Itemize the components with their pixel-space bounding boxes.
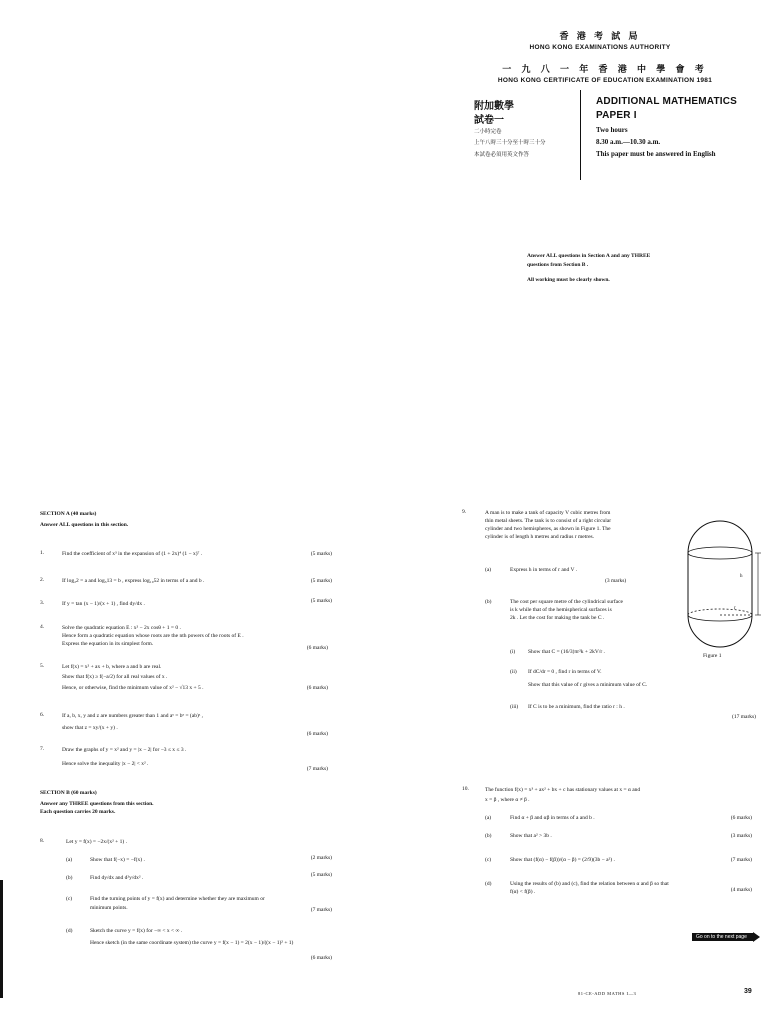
- time-chinese: 上午八時三十分至十時三十分: [474, 140, 546, 146]
- question-text: Hence, or otherwise, find the minimum value of x² − √13 x + 5 .: [62, 685, 204, 691]
- question-stem: x = β , where α ≠ β .: [485, 797, 530, 803]
- question-number: 3.: [40, 600, 45, 606]
- section-a-title: SECTION A (40 marks): [40, 511, 97, 517]
- part-label: (b): [66, 875, 73, 881]
- authority-name-chinese: 香 港 考 試 局: [559, 31, 641, 41]
- part-text: minimum points.: [90, 905, 128, 911]
- question-number: 4.: [40, 624, 45, 630]
- question-number: 6.: [40, 712, 45, 718]
- question-number: 8.: [40, 838, 45, 844]
- question-marks: (6 marks): [306, 645, 328, 651]
- question-text: If log₂2 = a and log₅13 = b , express log₁₀52 in terms of a and b .: [62, 578, 205, 584]
- arrow-right-icon: [753, 932, 760, 942]
- subpart-label: (ii): [510, 669, 517, 675]
- paper-title: PAPER I: [596, 110, 637, 121]
- question-stem: A man is to make a tank of capacity V cubic metres from: [485, 510, 611, 516]
- question-marks: (7 marks): [306, 766, 328, 772]
- duration-chinese: 二小時完卷: [474, 129, 502, 135]
- part-label: (b): [485, 599, 492, 605]
- subpart-text: If dC/dr = 0 , find r in terms of V.: [528, 669, 602, 675]
- part-label: (a): [485, 567, 492, 573]
- question-text: Hence form a quadratic equation whose roots are the nth powers of the roots of E .: [62, 633, 244, 639]
- tank-figure: [684, 515, 764, 665]
- question-number: 10.: [462, 786, 469, 792]
- section-a-instruction: Answer ALL questions in this section.: [40, 522, 129, 528]
- authority-name: HONG KONG EXAMINATIONS AUTHORITY: [529, 44, 671, 51]
- subpart-label: (iii): [510, 704, 519, 710]
- paper-code: 81-CE-ADD MATHS I—3: [578, 991, 637, 996]
- subpart-text: Show that C = (16/3)πr²k + 2kV/r .: [528, 649, 605, 655]
- part-label: (c): [66, 896, 73, 902]
- question-marks: (6 marks): [306, 731, 328, 737]
- part-label: (a): [485, 815, 492, 821]
- question-marks: (5 marks): [310, 551, 332, 557]
- question-marks: (5 marks): [310, 598, 332, 604]
- question-number: 9.: [462, 509, 467, 515]
- part-marks: (3 marks): [730, 833, 752, 839]
- part-text: Find the turning points of y = f(x) and determine whether they are maximum or: [90, 896, 265, 902]
- part-label: (b): [485, 833, 492, 839]
- figure-label-h: h: [740, 574, 743, 579]
- question-text: Express the equation in its simplest form.: [62, 641, 154, 647]
- question-text: Hence solve the inequality |x − 2| < x² .: [62, 761, 149, 767]
- question-marks: (6 marks): [306, 685, 328, 691]
- part-marks: (6 marks): [730, 815, 752, 821]
- part-label: (a): [66, 857, 73, 863]
- part-text: Using the results of (b) and (c), find the relation between α and β so that: [510, 881, 669, 887]
- page-number: 39: [744, 988, 752, 995]
- part-text: Express h in terms of r and V .: [510, 567, 578, 573]
- question-number: 7.: [40, 746, 45, 752]
- part-marks: (6 marks): [310, 955, 332, 961]
- part-marks: (4 marks): [730, 887, 752, 893]
- question-text: Draw the graphs of y = x² and y = |x − 2| for −3 ≤ x ≤ 3 .: [62, 747, 187, 753]
- language-chinese: 本試卷必須用英文作答: [474, 152, 530, 158]
- part-text: The cost per square metre of the cylindrical surface: [510, 599, 624, 605]
- part-text: 2k . Let the cost for making the tank be C .: [510, 615, 605, 621]
- subject-chinese: 附加數學: [474, 101, 514, 112]
- question-text: If y = tan (x − 1)/(x + 1) , find dy/dx .: [62, 601, 145, 607]
- question-number: 5.: [40, 663, 45, 669]
- section-b-instruction: Answer any THREE questions from this section.: [40, 801, 154, 807]
- question-text: show that z = xy/(x + y) .: [62, 725, 118, 731]
- paper-chinese: 試卷一: [474, 115, 504, 126]
- header-divider: [580, 90, 581, 180]
- time: 8.30 a.m.—10.30 a.m.: [596, 138, 661, 146]
- figure-caption: Figure 1: [703, 653, 722, 659]
- section-b-marks-note: Each question carries 20 marks.: [40, 809, 116, 815]
- exam-name: HONG KONG CERTIFICATE OF EDUCATION EXAMINATION 1981: [497, 77, 713, 84]
- question-text: Solve the quadratic equation E : x² − 2x cosθ + 1 = 0 .: [62, 625, 181, 631]
- exam-name-chinese: 一 九 八 一 年 香 港 中 學 會 考: [502, 64, 708, 74]
- part-marks: (7 marks): [310, 907, 332, 913]
- question-number: 2.: [40, 577, 45, 583]
- part-marks: (7 marks): [730, 857, 752, 863]
- question-text: Let f(x) = x² + ax + b, where a and b are real.: [62, 664, 162, 670]
- next-page-label: Go on to the next page: [692, 933, 753, 941]
- question-text: Show that f(x) ≥ f(−a/2) for all real values of x .: [62, 674, 168, 680]
- part-text: Sketch the curve y = f(x) for −∞ < x < ∞ .: [90, 928, 183, 934]
- question-stem: cylinder and two hemispheres, as shown in Figure 1. The: [485, 526, 611, 532]
- instruction-line-1: Answer ALL questions in Section A and any THREE: [527, 253, 651, 259]
- section-b-title: SECTION B (60 marks): [40, 790, 97, 796]
- language-note: This paper must be answered in English: [596, 150, 716, 158]
- instruction-line-2: questions from Section B .: [527, 262, 589, 268]
- part-label: (c): [485, 857, 492, 863]
- subpart-text: Show that this value of r gives a minimum value of C.: [528, 682, 648, 688]
- question-stem: thin metal sheets. The tank is to consist of a right circular: [485, 518, 612, 524]
- part-text: Hence sketch (in the same coordinate system) the curve y = f(x − 1) = 2(x − 1)/((x − 1)² + 1): [90, 940, 294, 946]
- part-text: Show that (f(α) − f(β))/(α − β) = (2/9)(3b − a²) .: [510, 857, 615, 863]
- subject-title: ADDITIONAL MATHEMATICS: [596, 96, 738, 107]
- question-text: If a, b, x, y and z are numbers greater than 1 and aˣ = bʸ = (ab)ᶻ ,: [62, 713, 204, 719]
- next-page-indicator: [692, 932, 760, 942]
- figure-label-r: r: [734, 606, 736, 611]
- part-text: Show that a² > 3b .: [510, 833, 552, 839]
- page-edge-mark: [0, 880, 3, 998]
- part-marks: (3 marks): [605, 578, 627, 584]
- part-text: f(α) < f(β) .: [510, 889, 536, 895]
- question-marks: (5 marks): [310, 578, 332, 584]
- subpart-text: If C is to be a minimum, find the ratio r : h .: [528, 704, 625, 710]
- part-text: Find dy/dx and d²y/dx² .: [90, 875, 144, 881]
- question-stem: cylinder is of length h metres and radius r metres.: [485, 534, 595, 540]
- question-stem: Let y = f(x) = −2x/(x² + 1) .: [66, 839, 127, 845]
- instruction-line-3: All working must be clearly shown.: [527, 277, 610, 283]
- part-marks: (5 marks): [310, 872, 332, 878]
- question-text: Find the coefficient of x³ in the expansion of (1 + 2x)⁴ (1 − x)⁷ .: [62, 551, 203, 557]
- question-number: 1.: [40, 550, 45, 556]
- question-stem: The function f(x) = x³ + ax² + bx + c has stationary values at x = α and: [485, 787, 641, 793]
- part-label: (d): [485, 881, 492, 887]
- part-text: is k while that of the hemispherical surfaces is: [510, 607, 612, 613]
- question-marks: (17 marks): [732, 714, 756, 720]
- duration: Two hours: [596, 126, 628, 134]
- part-marks: (2 marks): [310, 855, 332, 861]
- subpart-label: (i): [510, 649, 516, 655]
- part-text: Find α + β and αβ in terms of a and b .: [510, 815, 595, 821]
- part-text: Show that f(−x) = −f(x) .: [90, 857, 145, 863]
- part-label: (d): [66, 928, 73, 934]
